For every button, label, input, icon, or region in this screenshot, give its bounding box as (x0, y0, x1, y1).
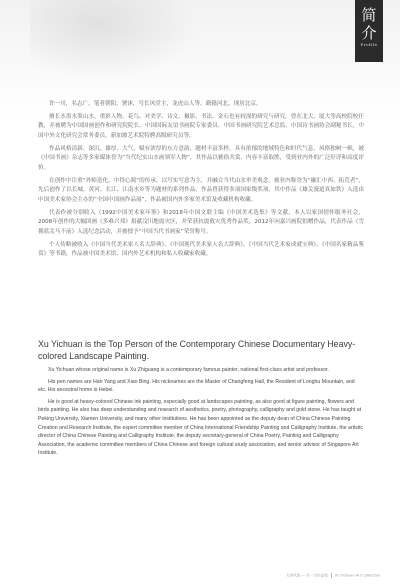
english-biography (38, 366, 364, 461)
en-paragraph: He is good at heavy-colored Chinese ink painting, especially good at landscapes painting, as also good at figure painting, flowers and birds painting. He also has deep understanding and research of aesthetics, poetry, photography, calligraphy and gold stone. He has taught at Peking University, Xiamen University, and many other institutions. He has been appointed as the deputy dean of China Chinese Painting Creation and Research Institute, the expert committee member of China International Friendship Painting and Calligraphy Institute, the artistic director of China Chinese Painting and Calligraphy Institute, the deputy secretary-general of China Poetry, Painting and Calligraphy Association, the academic committee members of China Chinese and foreign cultural study association, and senior advisor of Singapore Art Institute. (38, 398, 363, 457)
page-footer (286, 573, 380, 579)
english-title: Xu Yichuan is the Top Person of the Contemporary Chinese Documentary Heavy-colored Landscape Painting. (38, 339, 356, 361)
tab-char-1: 简 (361, 6, 377, 24)
footer-right-text: Xu Yichuan Art Collection (334, 573, 381, 578)
zh-paragraph: 许一川，名志广，笔者朝阳，署沐，号长风堂主，龙虎山人等，籍籍河北，现居北京。 (49, 101, 262, 107)
footer-divider (331, 573, 332, 578)
en-paragraph: His pen names are Han Yang and Xiao Bing. His nicknames are the Master of Changfeng Hall, the Resident of Longhu Mountain, and etc. His ancestral home is Hebei. (38, 378, 355, 394)
chinese-biography (38, 100, 364, 263)
ink-mist-decoration (30, 0, 200, 80)
zh-paragraph: 擅长水墨水墨山水、重彩人物、花鸟、对美学、诗文、摄影、书法、金石也有较深的研究与研究。曾在北大、厦大等高校院校任教，并被聘为中国国画创作和研究院院长、中国国际友谊书画院专家委员、中国书画研究院艺术总监、中国诗书画协会副秘书长，中国中外文化研究会常务委员，新加坡艺术院特聘高级研究员等。 (38, 113, 364, 139)
zh-paragraph: 个人传略被收入《中国当代美术家人名大辞典》、《中国现代美术家人名大辞典》、《中国当代艺术家成就宝典》、《中国名家精品鉴赏》等书籍，作品被中国美术馆、国内外艺术机构和私人收藏家收藏。 (38, 241, 364, 258)
zh-paragraph: 代表作被分别收入《1992中国美术家年鉴》和2018年中国文联主编《中国美术选集》等文献，本人以家国情怀服务社会，2008年创作的大幅国画《多难兴邦》捐献汶川地震灾区，并荣获抗震救灾优秀作品奖，2012年向嘉兴画院捐赠作品，代表作品《雪拥蓝关马不前》入选纪念活动，并被授予“中国当代书画家”荣誉称号。 (38, 209, 364, 235)
footer-left-text: 大美风韵 — 许一川作品集 (286, 573, 328, 578)
tab-char-2: 介 (361, 24, 377, 42)
en-paragraph: Xu Yichuan whose original name is Xu Zhiguang is a contemporary famous painter, national first-class artist and professor. (48, 367, 329, 373)
section-tab (355, 0, 383, 62)
zh-paragraph: 作品风格清新、深沉、雄厚、大气，赋有浓厚的东方意韵，题材丰富多样，具有浓郁的地域特色和时代气息，风格独树一帜，被《中国书画》杂志等多家媒体誉为“当代纪实山水画领军人物”，其作品以雅俗共赏、内容丰富取胜，受到业内外的广泛好评和高度评价。 (38, 145, 364, 171)
zh-paragraph: 在创作中注重“外师造化，中得心源”的传承，以写实写意为主，并融合当代山水审美观念，被业内称誉为“融汇中西、拓荒者”，先后创作了以长城、黄河、长江、江南水乡等为题材的系列作品，作品曾获得多项国家级奖项，其中作品《雄关漫道真如铁》入选由中国美术家协会主办的“全国中国画作品展”，作品被国内外多家美术馆及收藏机构收藏。 (38, 177, 364, 203)
tab-subtitle: Profile (360, 42, 378, 47)
